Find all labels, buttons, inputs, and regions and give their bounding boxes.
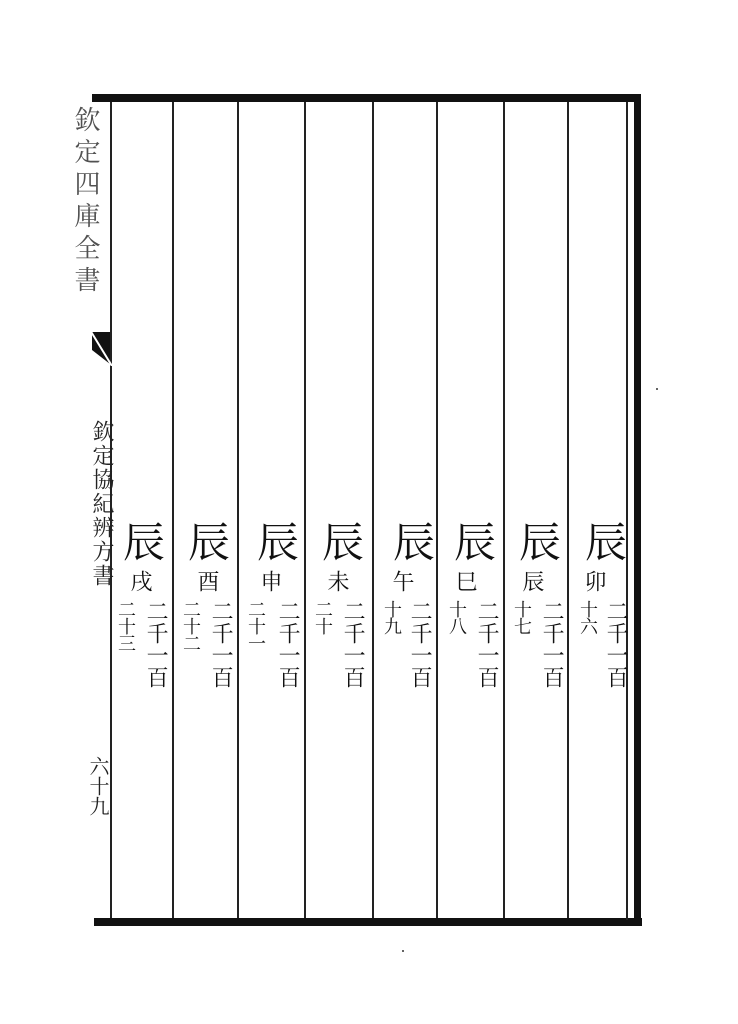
count-left: 二十二 — [180, 600, 201, 651]
count-left: 十八 — [446, 600, 467, 634]
main-character: 辰 — [387, 520, 436, 562]
count-right: 二千一百 — [275, 600, 301, 688]
table-column — [441, 520, 507, 820]
branch-character: 午 — [389, 570, 414, 592]
main-character: 辰 — [513, 520, 562, 562]
table-column — [242, 520, 308, 820]
fish-tail-mark — [90, 330, 112, 366]
count-left: 二十 — [312, 600, 333, 634]
branch-character: 巳 — [452, 570, 477, 592]
count-left: 十六 — [577, 600, 598, 634]
table-column — [572, 520, 638, 820]
count-left: 十七 — [511, 600, 532, 634]
count-right: 二千一百 — [539, 600, 565, 688]
branch-character: 戌 — [127, 570, 152, 592]
table-column — [112, 520, 178, 820]
count-right: 二千一百 — [143, 600, 169, 688]
count-left: 十九 — [381, 600, 402, 634]
main-character: 辰 — [579, 520, 628, 562]
scan-speck — [402, 950, 404, 952]
main-character: 辰 — [448, 520, 497, 562]
margin-series-title: 欽定四庫全書 — [70, 106, 100, 298]
main-character: 辰 — [251, 520, 300, 562]
count-left: 二十三 — [115, 600, 136, 651]
frame-top-border — [92, 94, 640, 102]
scan-speck — [656, 388, 658, 390]
branch-character: 酉 — [194, 570, 219, 592]
branch-character: 申 — [257, 570, 282, 592]
branch-character: 卯 — [581, 570, 606, 592]
count-right: 二千一百 — [407, 600, 433, 688]
count-right: 二千一百 — [474, 600, 500, 688]
count-right: 二千一百 — [603, 600, 629, 688]
frame-bottom-border — [94, 918, 642, 926]
main-character: 辰 — [117, 520, 166, 562]
table-column — [376, 520, 442, 820]
count-left: 二十一 — [245, 600, 266, 651]
branch-character: 未 — [324, 570, 349, 592]
branch-character: 辰 — [519, 570, 544, 592]
table-column — [309, 520, 375, 820]
main-character: 辰 — [182, 520, 231, 562]
main-character: 辰 — [316, 520, 365, 562]
count-right: 二千一百 — [208, 600, 234, 688]
margin-page-number: 六十九 — [86, 756, 110, 816]
margin-book-name: 欽定協紀辨方書 — [89, 420, 114, 588]
table-column — [506, 520, 572, 820]
table-column — [177, 520, 243, 820]
count-right: 二千一百 — [340, 600, 366, 688]
